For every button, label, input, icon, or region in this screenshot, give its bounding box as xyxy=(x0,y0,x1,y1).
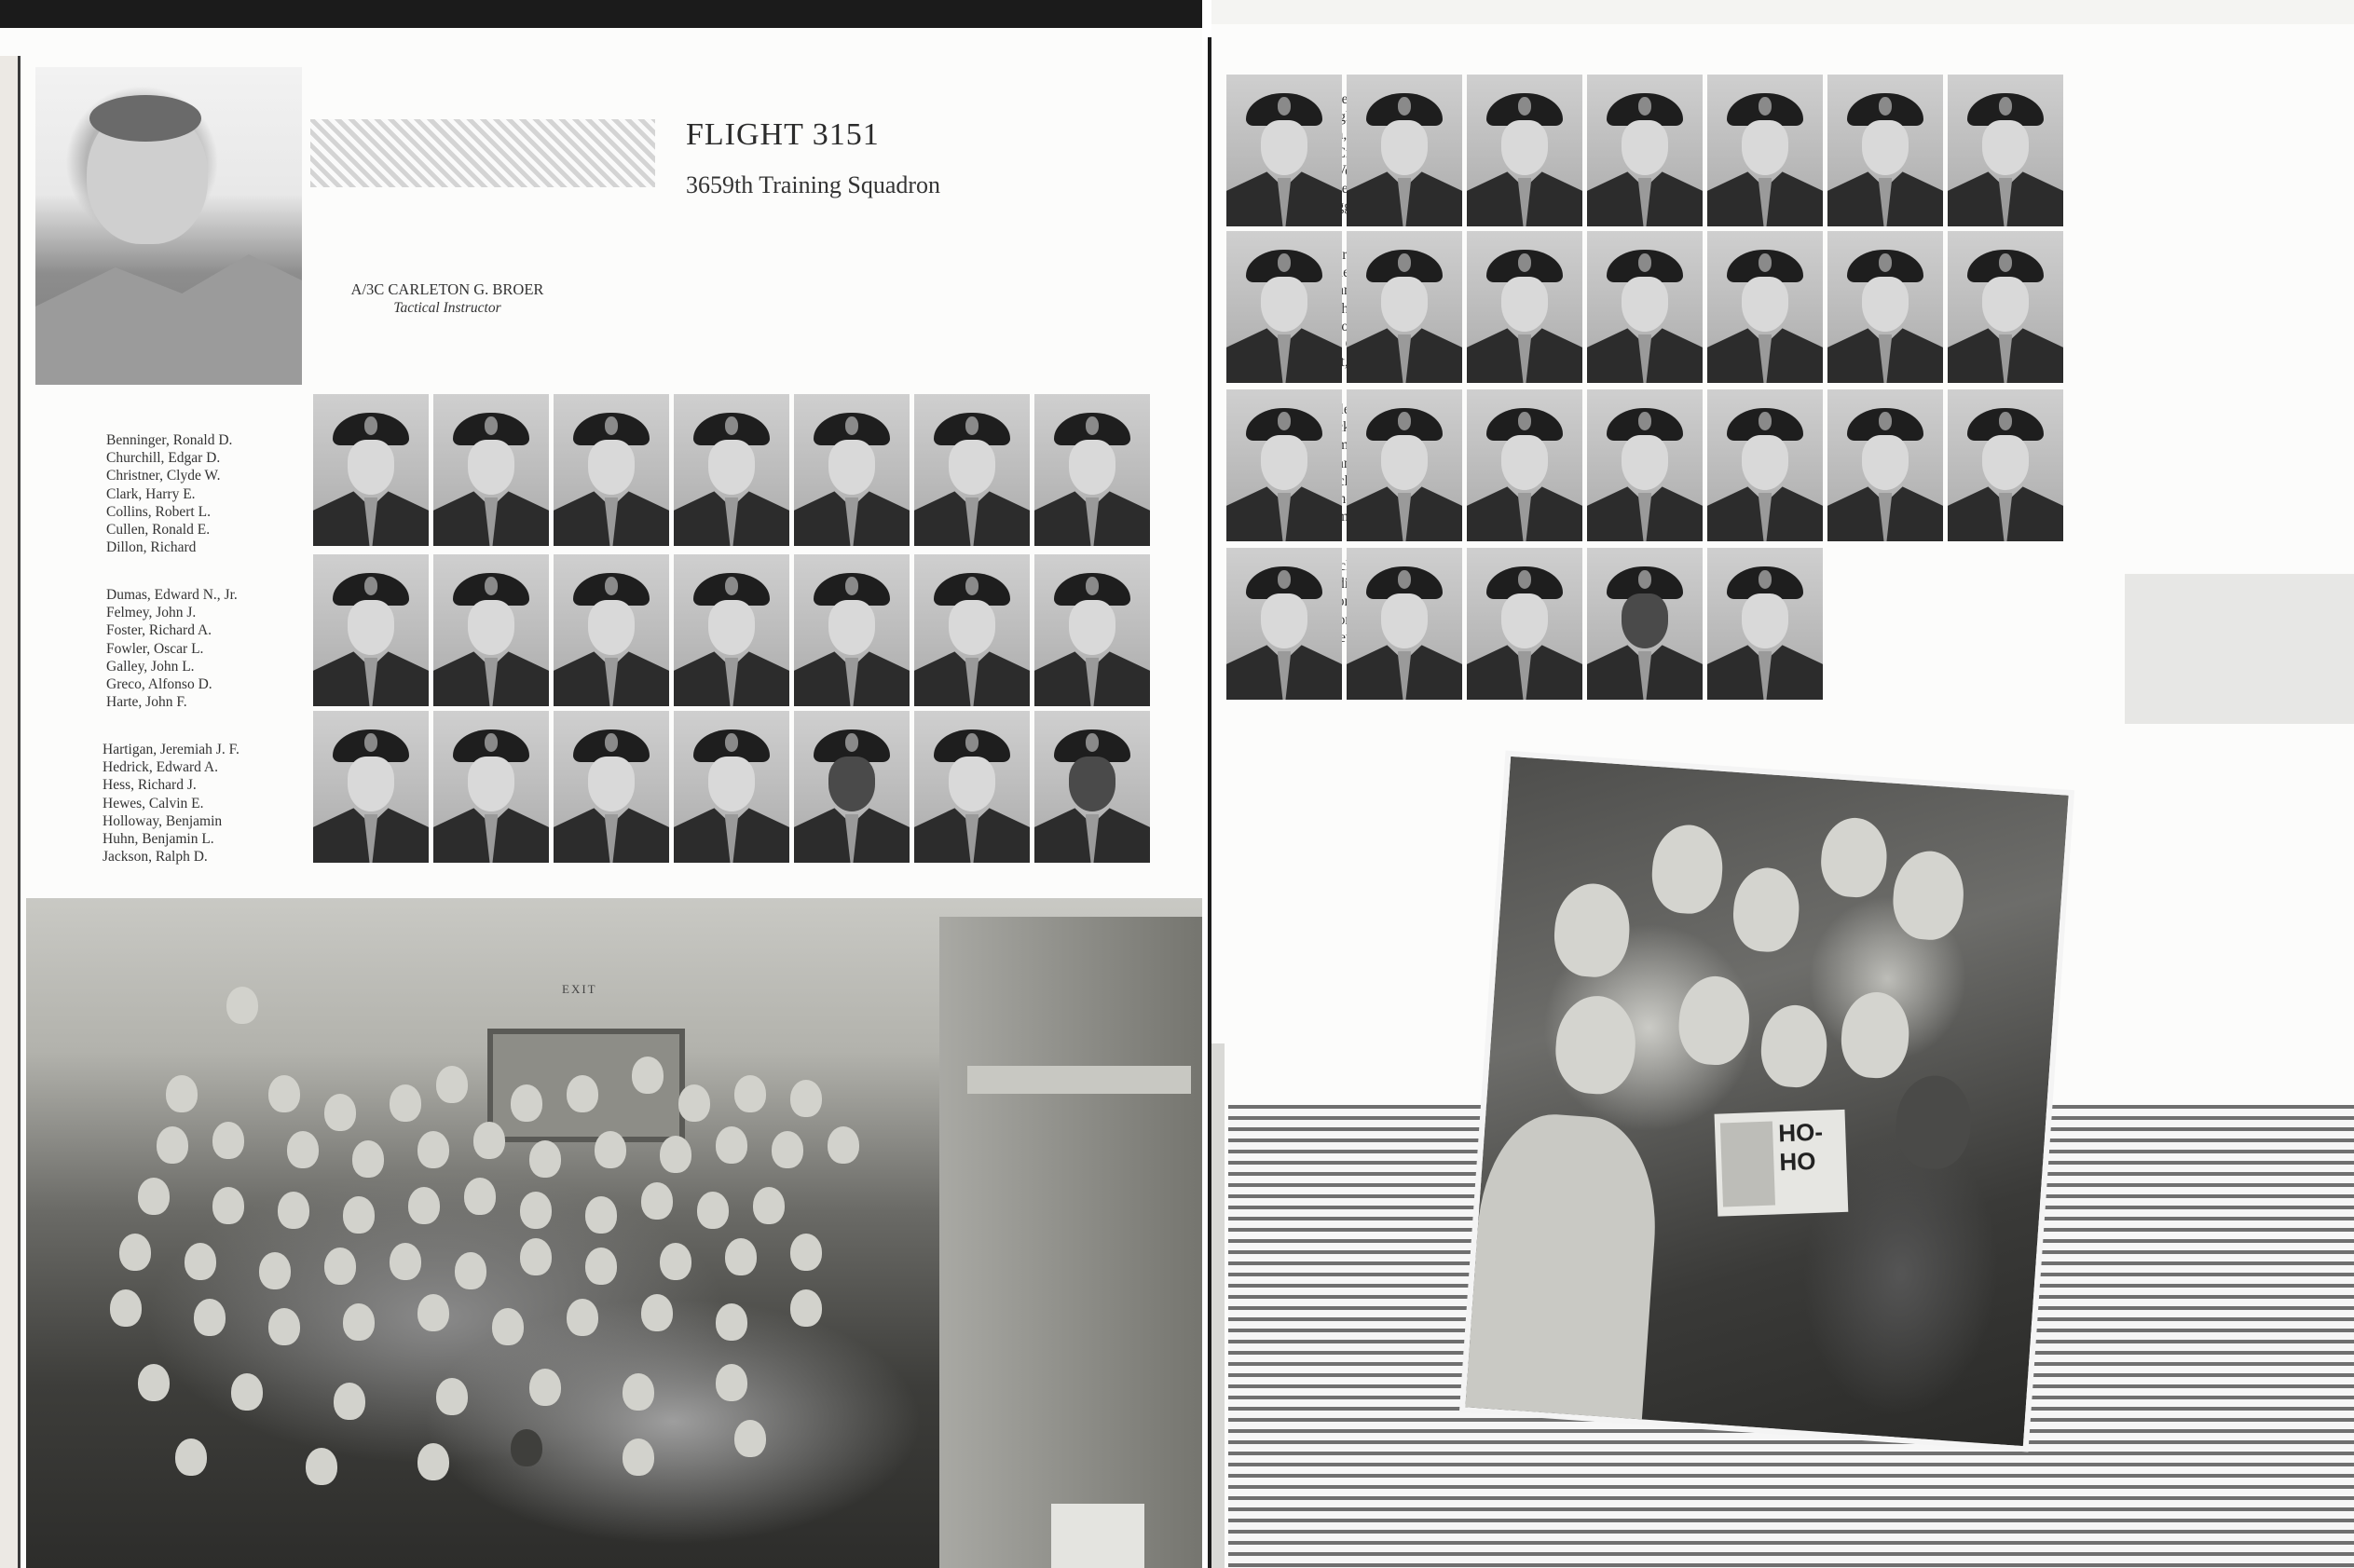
cadet-portrait xyxy=(1707,75,1823,226)
portrait-face xyxy=(348,440,394,495)
group-member-face xyxy=(390,1084,421,1122)
portrait-face xyxy=(1862,120,1909,175)
portrait-face xyxy=(1069,600,1115,655)
group-member-face xyxy=(268,1075,300,1112)
magazine xyxy=(1715,1110,1849,1217)
group-member-face xyxy=(464,1178,496,1215)
name-entry: Hartigan, Jeremiah J. F. xyxy=(103,742,240,757)
portrait-face xyxy=(1982,277,2029,332)
name-entry: Hewes, Calvin E. xyxy=(103,795,204,811)
candid-photo xyxy=(1459,751,2074,1452)
name-entry: Huhn, Benjamin L. xyxy=(103,830,214,847)
group-member-face xyxy=(306,1448,337,1485)
portrait-face xyxy=(1982,435,2029,490)
group-member-face xyxy=(585,1248,617,1285)
cadet-portrait xyxy=(1707,548,1823,700)
cadet-portrait xyxy=(313,394,429,546)
portrait-face xyxy=(1381,593,1428,648)
group-member-face xyxy=(343,1303,375,1341)
group-member-face xyxy=(623,1373,654,1411)
group-member-face xyxy=(166,1075,198,1112)
portrait-face xyxy=(1261,120,1307,175)
group-member-face xyxy=(259,1252,291,1289)
right-page xyxy=(1211,0,2354,1568)
group-member-face xyxy=(175,1438,207,1476)
cadet-portrait xyxy=(1707,231,1823,383)
name-entry: Greco, Alfonso D. xyxy=(106,675,212,692)
portrait-face xyxy=(468,600,514,655)
group-member-face xyxy=(660,1243,691,1280)
portrait-face xyxy=(588,600,635,655)
page-edge xyxy=(0,56,21,1568)
name-entry: Fowler, Oscar L. xyxy=(106,640,204,657)
portrait-face xyxy=(1501,120,1548,175)
cadet-portrait xyxy=(1587,231,1703,383)
portrait-face xyxy=(348,757,394,811)
portrait-face xyxy=(708,440,755,495)
group-member-face xyxy=(436,1066,468,1103)
cadet-portrait xyxy=(1948,231,2063,383)
group-member-face xyxy=(790,1289,822,1327)
cadet-portrait xyxy=(1827,75,1943,226)
name-entry: Felmey, John J. xyxy=(106,605,197,621)
group-member-face xyxy=(231,1373,263,1411)
page-title: FLIGHT 3151 xyxy=(686,117,880,152)
portrait-face xyxy=(1381,120,1428,175)
portrait-face xyxy=(1069,440,1115,495)
portrait-face xyxy=(588,757,635,811)
group-member-face xyxy=(417,1294,449,1331)
portrait-face xyxy=(1862,435,1909,490)
group-member-face xyxy=(520,1192,552,1229)
group-member-face xyxy=(716,1364,747,1401)
portrait-face xyxy=(1261,593,1307,648)
group-member-face xyxy=(417,1443,449,1480)
group-member-face xyxy=(352,1140,384,1178)
cadet-portrait xyxy=(1347,231,1462,383)
group-member-face xyxy=(641,1294,673,1331)
cadet-portrait xyxy=(1034,711,1150,863)
portrait-face xyxy=(1742,593,1788,648)
portrait-face xyxy=(468,440,514,495)
group-member-face xyxy=(790,1234,822,1271)
portrait-face xyxy=(949,440,995,495)
name-entry: Dumas, Edward N., Jr. xyxy=(106,587,238,603)
cadet-portrait xyxy=(433,554,549,706)
group-member-face xyxy=(436,1378,468,1415)
cadet-portrait xyxy=(1226,231,1342,383)
portrait-face xyxy=(708,600,755,655)
cadet-portrait xyxy=(914,711,1030,863)
group-member-face xyxy=(324,1248,356,1285)
reader-face xyxy=(1552,881,1633,979)
group-member-face xyxy=(408,1187,440,1224)
empty-portrait-slot xyxy=(2125,574,2354,724)
portrait-face xyxy=(468,757,514,811)
instructor-caption xyxy=(335,280,559,318)
reader-face xyxy=(1839,990,1911,1081)
group-member-face xyxy=(641,1182,673,1220)
name-list xyxy=(103,741,240,866)
group-member-face xyxy=(492,1308,524,1345)
portrait-face xyxy=(949,757,995,811)
portrait-face xyxy=(1622,435,1668,490)
group-member-face xyxy=(790,1080,822,1117)
portrait-face xyxy=(1501,435,1548,490)
portrait-face xyxy=(1982,120,2029,175)
squadron-subtitle: 3659th Training Squadron xyxy=(686,171,941,198)
name-entry: Hedrick, Edward A. xyxy=(103,759,218,776)
name-entry: Churchill, Edgar D. xyxy=(106,450,221,467)
group-member-face xyxy=(138,1178,170,1215)
group-member-face xyxy=(119,1234,151,1271)
reader-face xyxy=(1759,1003,1829,1090)
name-list xyxy=(106,431,232,556)
cadet-portrait xyxy=(1034,394,1150,546)
portrait-face xyxy=(1862,277,1909,332)
group-photo xyxy=(26,898,1202,1568)
reader-face xyxy=(1649,823,1725,916)
cadet-portrait xyxy=(554,554,669,706)
cadet-portrait xyxy=(433,711,549,863)
group-member-face xyxy=(324,1094,356,1131)
portrait-face xyxy=(1742,435,1788,490)
group-member-face xyxy=(157,1126,188,1164)
cadet-portrait xyxy=(1827,231,1943,383)
group-member-face xyxy=(212,1122,244,1159)
portrait-face xyxy=(1069,757,1115,811)
reader-face xyxy=(1893,1073,1974,1171)
group-member-face xyxy=(725,1238,757,1275)
cadet-portrait xyxy=(313,711,429,863)
cadet-portrait xyxy=(1347,75,1462,226)
group-member-face xyxy=(212,1187,244,1224)
group-member-face xyxy=(716,1303,747,1341)
cadet-portrait xyxy=(1347,548,1462,700)
group-member-face xyxy=(455,1252,486,1289)
reader-face xyxy=(1819,816,1890,900)
portrait-face xyxy=(1261,277,1307,332)
cadet-portrait xyxy=(1827,389,1943,541)
title-decoration xyxy=(310,119,655,187)
name-entry: Dillon, Richard xyxy=(106,539,197,556)
cadet-portrait xyxy=(794,711,910,863)
instructor-photo xyxy=(35,67,302,385)
name-entry: Galley, John L. xyxy=(106,658,195,675)
cadet-portrait xyxy=(1467,389,1582,541)
name-entry: Hess, Richard J. xyxy=(103,777,197,794)
name-entry: Cullen, Ronald E. xyxy=(106,521,211,538)
cadet-portrait xyxy=(1587,389,1703,541)
cadet-portrait xyxy=(1226,389,1342,541)
name-entry: Thomson, xyxy=(1314,509,1373,525)
group-member-face xyxy=(390,1243,421,1280)
exit-sign: EXIT xyxy=(562,982,597,996)
name-entry: Ratchford, xyxy=(1315,300,1376,317)
cadet-portrait xyxy=(794,394,910,546)
name-entry: Benninger, Ronald D. xyxy=(106,432,233,448)
name-entry: Harte, John F. xyxy=(106,694,187,711)
name-entry: Collins, Robert L. xyxy=(106,503,211,520)
portrait-face xyxy=(1622,593,1668,648)
cadet-portrait xyxy=(794,554,910,706)
portrait-face xyxy=(828,440,875,495)
group-member-face xyxy=(226,987,258,1024)
group-member-face xyxy=(278,1192,309,1229)
name-entry: Holloway, Benjamin xyxy=(103,812,223,829)
cadet-portrait xyxy=(433,394,549,546)
portrait-face xyxy=(949,600,995,655)
portrait-face xyxy=(1742,277,1788,332)
name-entry: Jackson, Ralph D. xyxy=(103,849,208,866)
group-member-face xyxy=(753,1187,785,1224)
name-entry: Clark, Harry E. xyxy=(106,485,196,502)
name-entry: Zmijewski, xyxy=(1311,629,1377,646)
group-member-face xyxy=(828,1126,859,1164)
group-member-face xyxy=(623,1438,654,1476)
group-member-face xyxy=(734,1420,766,1457)
name-entry: Steinman, xyxy=(1314,455,1373,471)
portrait-face xyxy=(1381,435,1428,490)
portrait-face xyxy=(1622,120,1668,175)
group-member-face xyxy=(697,1192,729,1229)
cadet-portrait xyxy=(1707,389,1823,541)
cadet-portrait xyxy=(554,394,669,546)
instructor-name: A/3C CARLETON G. BROER xyxy=(350,280,544,298)
portrait-face xyxy=(1501,593,1548,648)
portrait-face xyxy=(1742,120,1788,175)
magazine-title: HO-HO xyxy=(1777,1117,1824,1177)
book-gutter xyxy=(1202,0,1211,1568)
group-member-face xyxy=(520,1238,552,1275)
portrait-face xyxy=(1381,277,1428,332)
group-member-face xyxy=(529,1369,561,1406)
group-member-face xyxy=(511,1084,542,1122)
group-member-face xyxy=(110,1289,142,1327)
group-member-face xyxy=(287,1131,319,1168)
cadet-portrait xyxy=(914,554,1030,706)
group-member-face xyxy=(473,1122,505,1159)
group-member-face xyxy=(716,1126,747,1164)
group-member-face xyxy=(529,1140,561,1178)
portrait-face xyxy=(348,600,394,655)
group-member-face xyxy=(585,1196,617,1234)
group-member-face xyxy=(268,1308,300,1345)
cadet-portrait xyxy=(1467,548,1582,700)
instructor-role: Tactical Instructor xyxy=(393,300,501,316)
group-member-face xyxy=(678,1084,710,1122)
reader-face xyxy=(1677,974,1752,1067)
reader-face xyxy=(1731,866,1801,954)
group-member-face xyxy=(417,1131,449,1168)
group-member-face xyxy=(772,1131,803,1168)
group-member-face xyxy=(138,1364,170,1401)
group-member-face xyxy=(632,1057,664,1094)
cadet-portrait xyxy=(674,554,789,706)
group-member-face xyxy=(567,1075,598,1112)
name-entry: Foster, Richard A. xyxy=(106,622,212,639)
portrait-face xyxy=(1501,277,1548,332)
group-member-face xyxy=(334,1383,365,1420)
cadet-portrait xyxy=(1587,75,1703,226)
portrait-face xyxy=(1261,435,1307,490)
cadet-portrait xyxy=(554,711,669,863)
group-member-face xyxy=(343,1196,375,1234)
portrait-face xyxy=(828,757,875,811)
cadet-portrait xyxy=(674,711,789,863)
name-entry: Christner, Clyde W. xyxy=(106,468,221,484)
cadet-portrait xyxy=(1034,554,1150,706)
cadet-portrait xyxy=(1226,548,1342,700)
cadet-portrait xyxy=(1467,75,1582,226)
name-list xyxy=(106,586,238,711)
reader-face xyxy=(1553,993,1638,1097)
group-member-face xyxy=(194,1299,226,1336)
cadet-portrait xyxy=(1347,389,1462,541)
portrait-face xyxy=(1622,277,1668,332)
group-member-face xyxy=(734,1075,766,1112)
group-member-face xyxy=(660,1136,691,1173)
cadet-portrait xyxy=(1226,75,1342,226)
cadet-portrait xyxy=(1587,548,1703,700)
cadet-portrait xyxy=(1948,75,2063,226)
group-member-face xyxy=(511,1429,542,1466)
portrait-face xyxy=(708,757,755,811)
group-member-face xyxy=(185,1243,216,1280)
cadet-portrait xyxy=(914,394,1030,546)
group-member-face xyxy=(567,1299,598,1336)
cadet-portrait xyxy=(1948,389,2063,541)
cadet-portrait xyxy=(674,394,789,546)
group-member-face xyxy=(595,1131,626,1168)
cadet-portrait xyxy=(313,554,429,706)
cadet-portrait xyxy=(1467,231,1582,383)
portrait-face xyxy=(828,600,875,655)
reader-face xyxy=(1891,849,1966,942)
portrait-face xyxy=(588,440,635,495)
